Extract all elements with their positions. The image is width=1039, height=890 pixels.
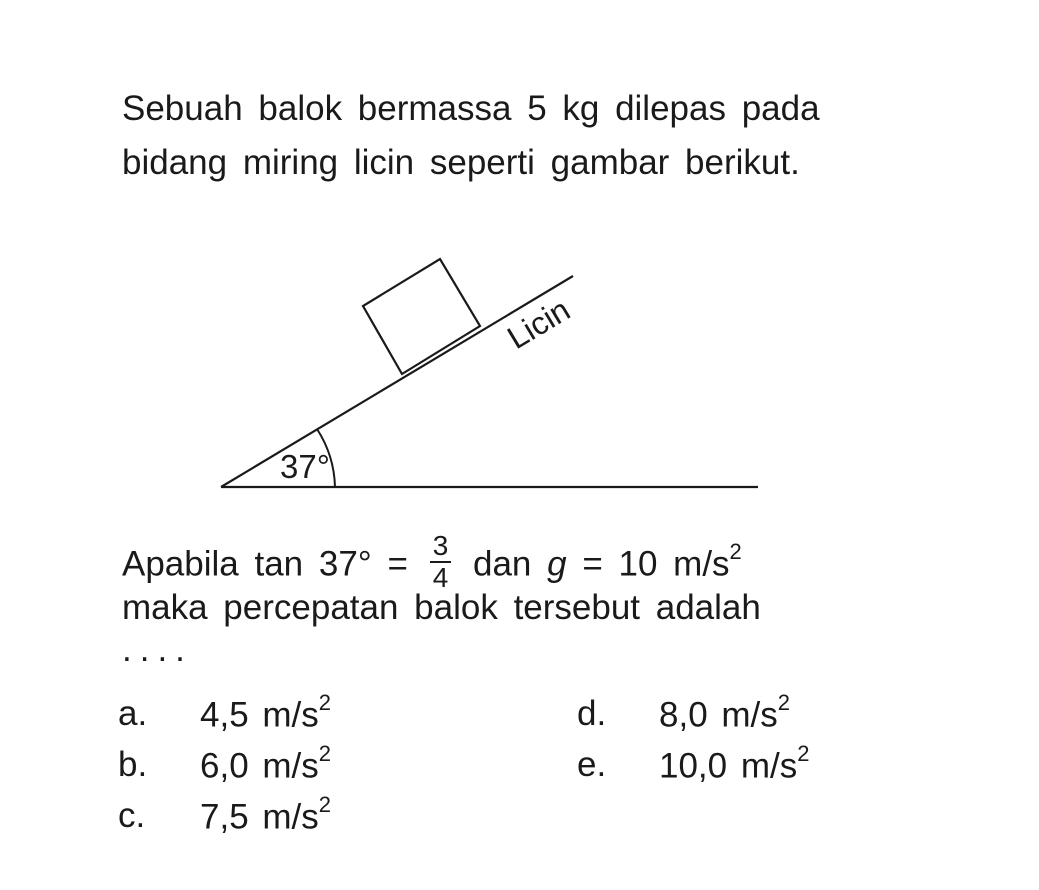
option-c[interactable] (118, 792, 332, 838)
fraction-denominator: 4 (430, 561, 452, 593)
option-a[interactable] (118, 690, 332, 736)
option-a-value: 4,5 $m/s^2$ (200, 690, 332, 735)
option-b-letter: b. (118, 745, 148, 784)
fraction-three-quarters (430, 531, 452, 593)
option-d-value: 8,0 $m/s^2$ (659, 690, 791, 735)
incline-surface (221, 276, 573, 487)
option-b[interactable] (118, 741, 332, 787)
option-c-value: 7,5 $m/s^2$ (200, 792, 332, 837)
question-tail: maka percepatan balok tersebut adalah (122, 588, 761, 627)
option-a-letter: a. (118, 694, 148, 733)
gravity-exponent: 2 (729, 538, 742, 564)
gravity-value: = 10 m/s (582, 544, 730, 584)
option-e-value: 10,0 $m/s^2$ (659, 741, 810, 786)
option-c-letter: c. (118, 796, 146, 835)
option-e-letter: e. (577, 745, 607, 784)
option-b-value: 6,0 $m/s^2$ (200, 741, 332, 786)
option-d-letter: d. (577, 694, 607, 733)
fraction-numerator: 3 (432, 530, 449, 561)
gravity-variable: g (547, 544, 567, 584)
ellipsis: .... (122, 630, 193, 669)
condition-prefix: Apabila tan 37° = (122, 544, 408, 584)
surface-label: Licin (501, 291, 577, 357)
option-e[interactable] (577, 741, 810, 787)
condition-middle: dan (473, 544, 532, 584)
block (363, 259, 480, 374)
problem-intro: Sebuah balok bermassa 5 kg dilepas pada bidang miring licin seperti gambar berikut. (122, 89, 820, 182)
option-d[interactable] (577, 690, 791, 736)
angle-label: 37° (280, 448, 330, 485)
